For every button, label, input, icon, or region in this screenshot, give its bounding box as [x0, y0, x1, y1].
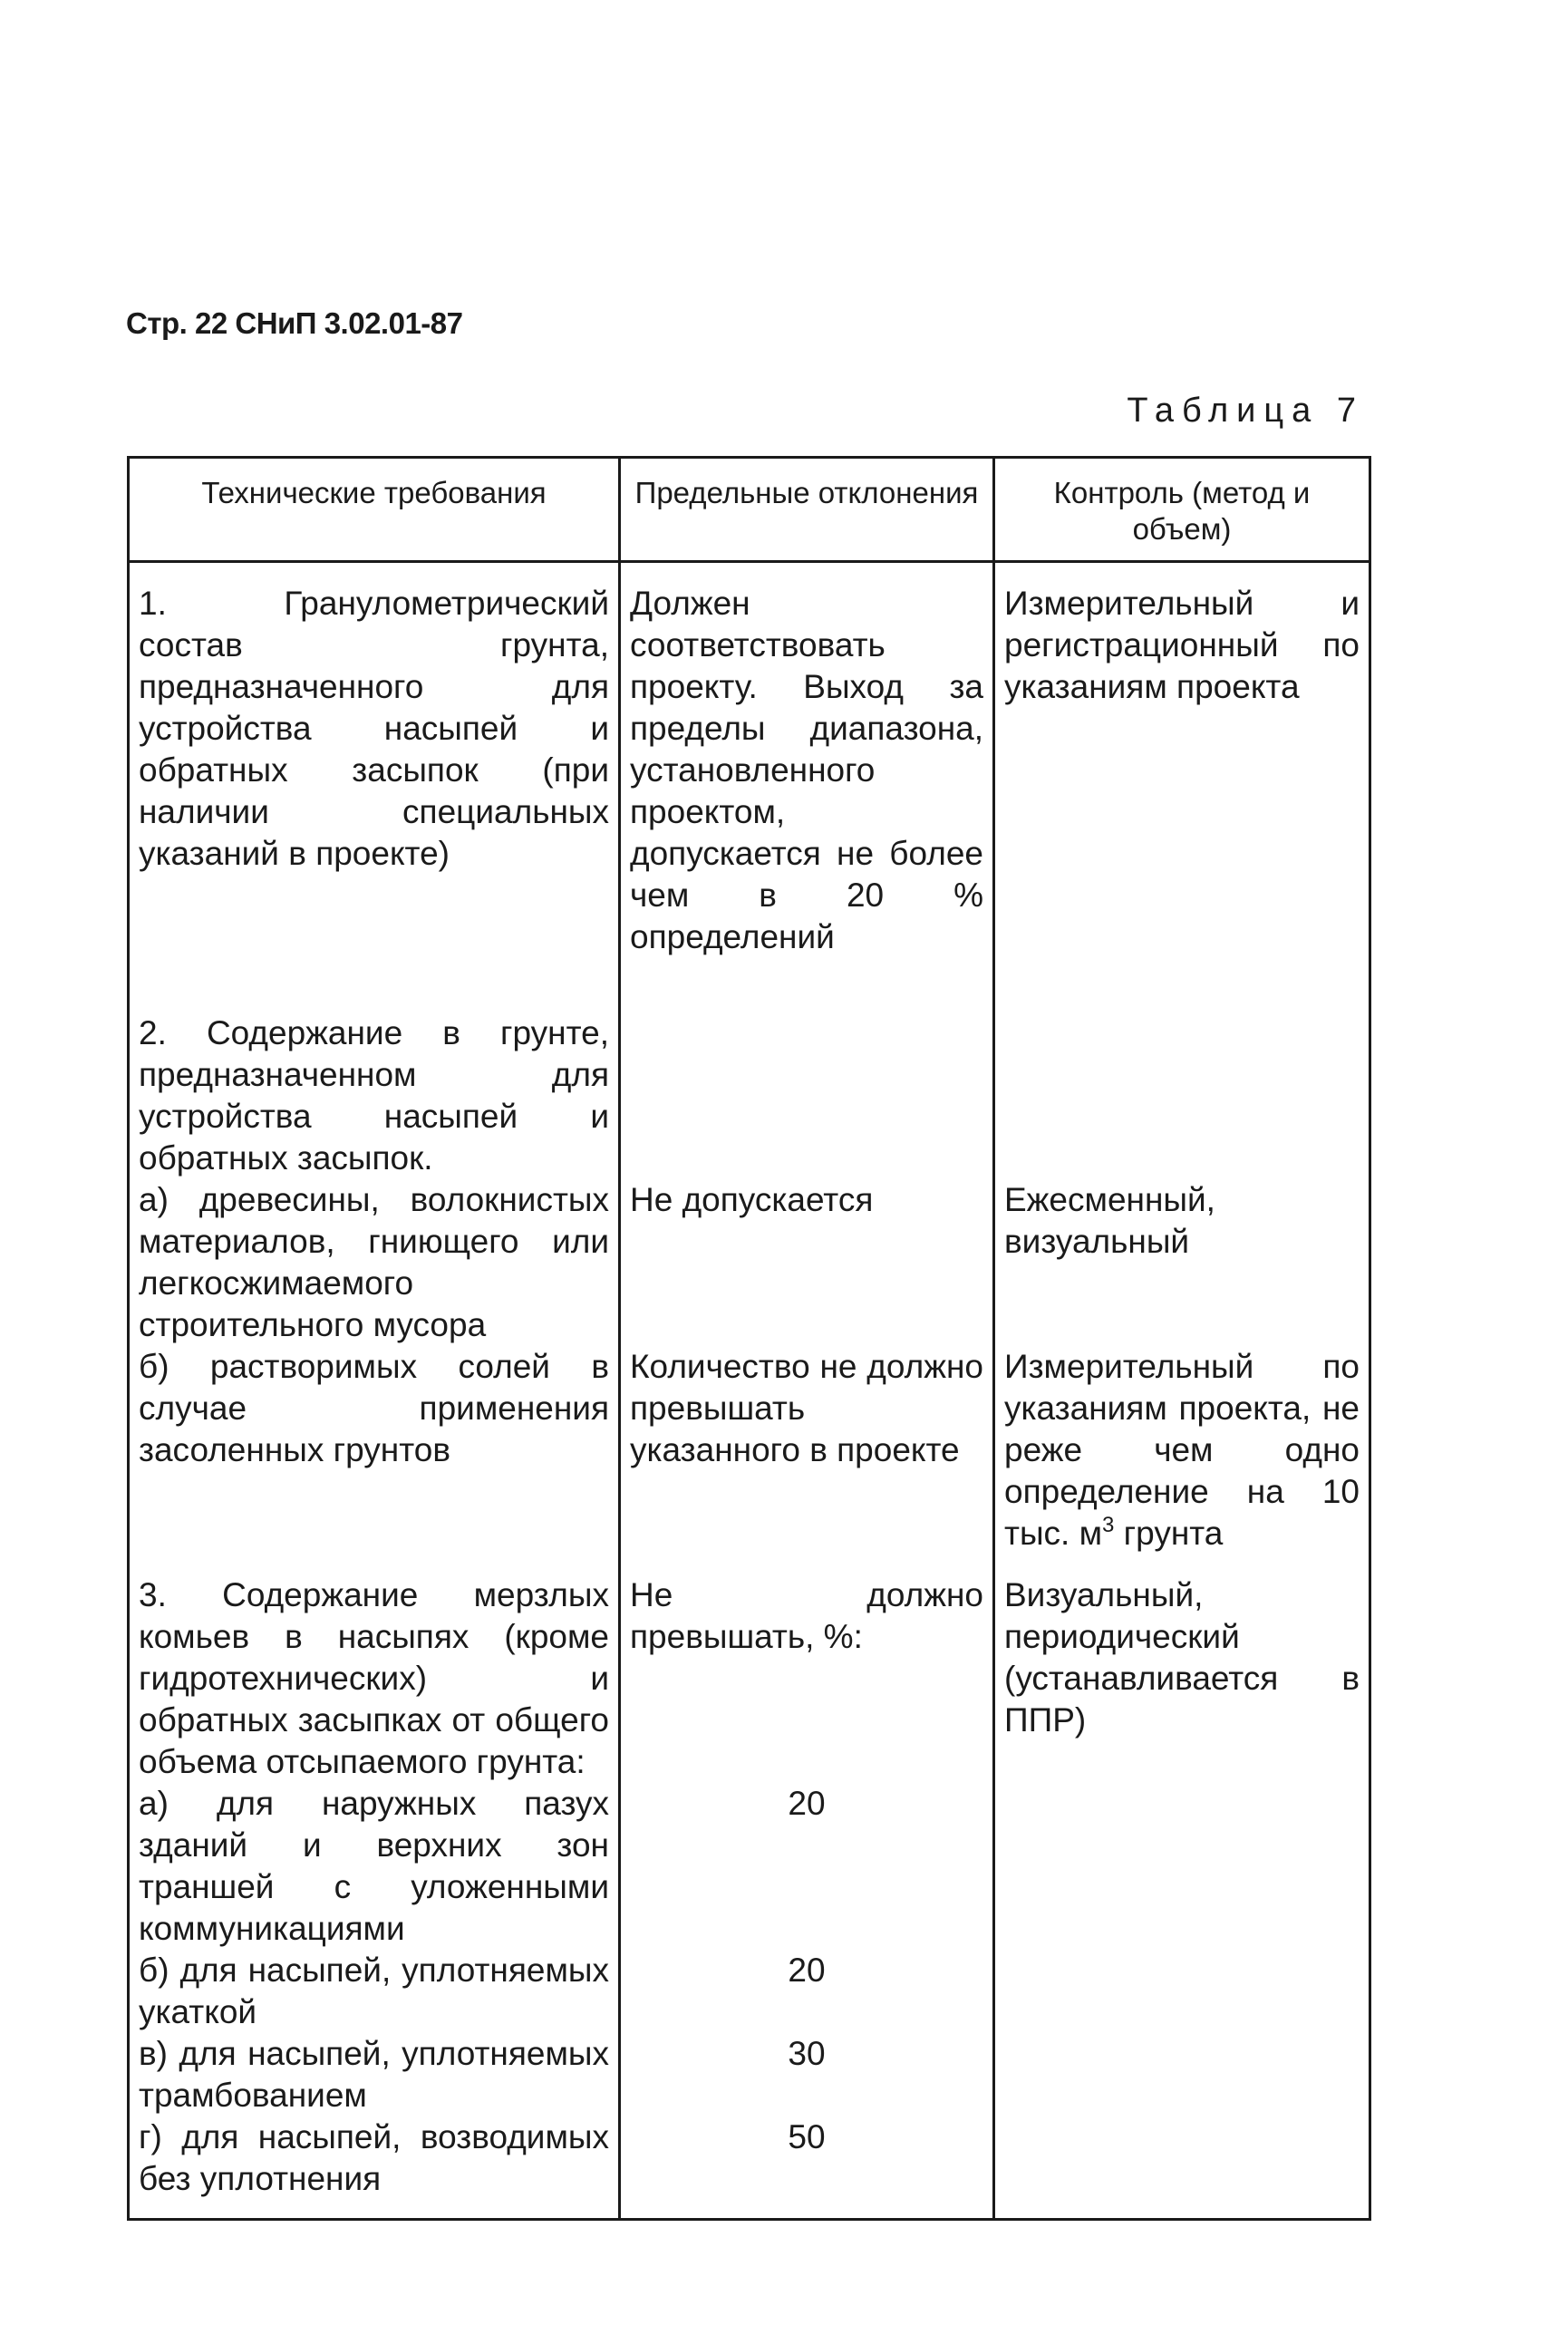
- deviation-cell: Должен соответствовать проекту. Выход за пределы диапазона, установленного проектом, допускается не более чем в 20 % определений: [620, 562, 994, 959]
- requirement-cell: 3. Содержание мерзлых комьев в насыпях (кроме гидротехнических) и обратных засыпках от общего объема отсыпаемого грунта:: [129, 1555, 620, 1783]
- column-header-deviations: Предельные отклонения: [620, 458, 994, 562]
- column-header-requirements: Технические требования: [129, 458, 620, 562]
- requirement-cell: б) растворимых солей в случае применения засоленных грунтов: [129, 1346, 620, 1555]
- control-tail-text: грунта: [1114, 1515, 1224, 1552]
- table-row: [129, 2116, 1370, 2220]
- deviation-cell: Не допускается: [620, 1179, 994, 1346]
- deviation-cell: Не должно превышать, %:: [620, 1555, 994, 1783]
- control-cell: Визуальный, периодический (устанавливается в ППР): [994, 1555, 1370, 1783]
- deviation-cell: Количество не должно превышать указанного в проекте: [620, 1346, 994, 1555]
- control-cell: [994, 1950, 1370, 2033]
- unit-superscript: 3: [1102, 1513, 1115, 1537]
- deviation-value: 20: [620, 1783, 994, 1950]
- table-row: [129, 1950, 1370, 2033]
- control-cell: Ежесменный, визуальный: [994, 1179, 1370, 1346]
- deviation-value: 50: [620, 2116, 994, 2220]
- control-cell: [994, 958, 1370, 1179]
- requirement-cell: г) для насыпей, возводимых без уплотнения: [129, 2116, 620, 2220]
- column-header-control: Контроль (метод и объем): [994, 458, 1370, 562]
- requirement-cell: 2. Содержание в грунте, предназначенном для устройства насыпей и обратных засыпок.: [129, 958, 620, 1179]
- control-cell: Измерительный и регистрационный по указаниям проекта: [994, 562, 1370, 959]
- table-row: [129, 958, 1370, 1179]
- table-row: [129, 1179, 1370, 1346]
- control-cell: [994, 1783, 1370, 1950]
- table-row: [129, 1346, 1370, 1555]
- table-row: [129, 1555, 1370, 1783]
- unit-text: м: [1079, 1515, 1103, 1552]
- page-header: Стр. 22 СНиП 3.02.01-87: [126, 306, 463, 340]
- table-row: [129, 562, 1370, 959]
- table-row: [129, 2033, 1370, 2116]
- control-cell: [994, 2116, 1370, 2220]
- table-header-row: [129, 458, 1370, 562]
- requirement-cell: 1. Гранулометрический состав грунта, предназначенного для устройства насыпей и обратных засыпок (при наличии специальных указаний в проекте): [129, 562, 620, 959]
- control-cell: [994, 1346, 1370, 1555]
- requirement-cell: в) для насыпей, уплотняемых трамбованием: [129, 2033, 620, 2116]
- control-text: Измерительный по указаниям проекта, не реже чем одно определение на 10 тыс.: [1004, 1348, 1360, 1552]
- deviation-value: 30: [620, 2033, 994, 2116]
- table-row: [129, 1783, 1370, 1950]
- requirements-table: [127, 456, 1371, 2221]
- requirement-cell: а) для наружных пазух зданий и верхних зон траншей с уложенными коммуникациями: [129, 1783, 620, 1950]
- deviation-value: 20: [620, 1950, 994, 2033]
- control-cell: [994, 2033, 1370, 2116]
- deviation-cell: [620, 958, 994, 1179]
- table-caption: Таблица 7: [1127, 392, 1364, 430]
- requirement-cell: б) для насыпей, уплотняемых укаткой: [129, 1950, 620, 2033]
- requirement-cell: а) древесины, волокнистых материалов, гниющего или легкосжимаемого строительного мусора: [129, 1179, 620, 1346]
